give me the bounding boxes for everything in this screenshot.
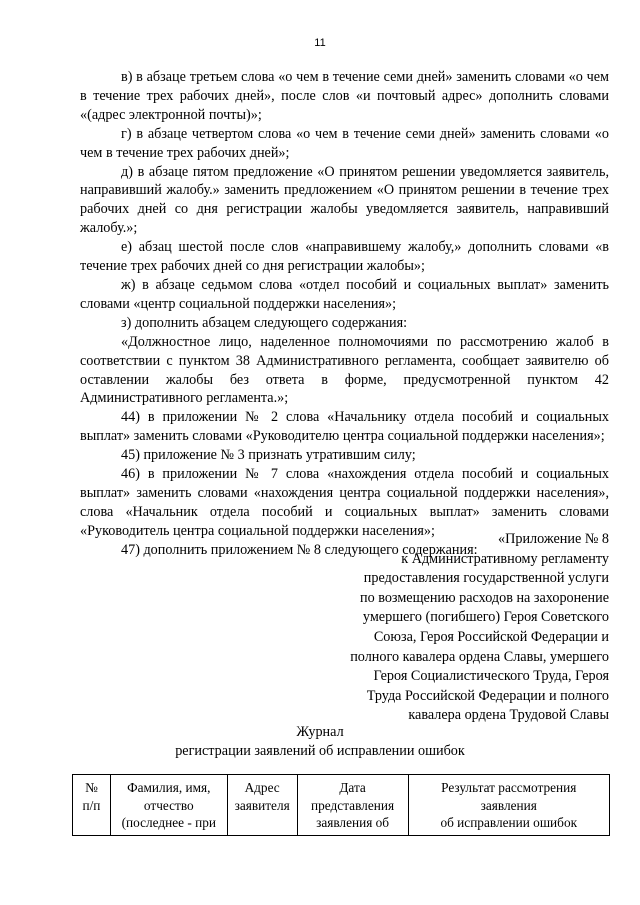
appendix-header-line: Союза, Героя Российской Федерации и (373, 628, 609, 645)
appendix-header-line: предоставления государственной услуги (363, 570, 609, 587)
cell-line: заявления об (316, 815, 390, 830)
table-header-row (73, 775, 610, 836)
journal-title: Журнал (296, 724, 344, 740)
paragraph-g: г) в абзаце четвертом слова «о чем в течение семи дней» заменить словами «о чем в течение трех рабочих дней»; (80, 125, 609, 161)
column-header-label (114, 779, 224, 832)
appendix-header-line: к Административному регламенту (401, 550, 609, 567)
journal-heading (0, 723, 640, 761)
column-header-result (408, 775, 609, 836)
column-header-full-name (110, 775, 227, 836)
appendix-header-line: «Приложение № 8 (498, 531, 609, 547)
cell-line: п/п (82, 797, 101, 813)
column-header-label (301, 779, 405, 832)
appendix-header-line: Героя Социалистического Труда, Героя (373, 668, 609, 685)
column-header-address (227, 775, 297, 836)
appendix-header-line: умершего (погибшего) Героя Советского (362, 609, 609, 626)
appendix-header-line: по возмещению расходов на захоронение (360, 589, 609, 606)
cell-line: № (85, 780, 98, 795)
paragraph-e: е) абзац шестой после слов «направившему жалобу,» дополнить словами «в течение трех рабочих дней со дня регистрации жалобы»; (80, 239, 609, 275)
paragraph-45: 45) приложение № 3 признать утратившим силу; (121, 447, 416, 464)
appendix-header-line: Труда Российской Федерации и полного (366, 687, 609, 704)
paragraph-quote: «Должностное лицо, наделенное полномочиями по рассмотрению жалоб в соответствии с пунктом 38 Административного регламента, сообщает заявителю об оставлении жалобы без ответа в форме, предусмотренной пунктом 42 Административного регламента.»; (80, 333, 609, 407)
cell-line: заявления (480, 797, 537, 813)
paragraph-z: з) дополнить абзацем следующего содержания: (121, 314, 408, 331)
paragraph-zh: ж) в абзаце седьмом слова «отдел пособий и социальных выплат» заменить словами «центр социальной поддержки населения»; (80, 276, 609, 312)
cell-line: Результат рассмотрения (441, 780, 577, 795)
cell-line: заявителя (234, 797, 290, 813)
cell-line: Фамилия, имя, (127, 780, 211, 795)
amendment-text (80, 68, 609, 560)
paragraph-46: 46) в приложении № 7 слова «нахождения отдела пособий и социальных выплат» заменить словами «нахождения центра социальной поддержки населения», слова «Начальник отдела пособий и социальных выплат» заменить словами «Руководитель центра социальной поддержки населения»; (80, 466, 609, 539)
paragraph-v: в) в абзаце третьем слова «о чем в течение семи дней» заменить словами «о чем в течение трех рабочих дней», после слов «и почтовый адрес» дополнить словами «(адрес электронной почты)»; (80, 69, 609, 123)
paragraph-d: д) в абзаце пятом предложение «О принятом решении уведомляется заявитель, направивший жалобу.» заменить предложением «О принятом решении в течение трех рабочих дней со дня регистрации жалобы уведомляется заявитель, направивший жалобу.»; (80, 163, 609, 237)
appendix-header-line: кавалера ордена Трудовой Славы (408, 707, 609, 724)
paragraph-44: 44) в приложении № 2 слова «Начальнику отдела пособий и социальных выплат» заменить словами «Руководителю центра социальной поддержки населения»; (80, 409, 609, 445)
column-header-number (73, 775, 111, 836)
appendix-header-line: полного кавалера ордена Славы, умершего (350, 648, 609, 665)
cell-line: Адрес (244, 780, 280, 795)
paragraph-47: 47) дополнить приложением № 8 следующего содержания: (121, 541, 478, 558)
cell-line: Дата (339, 780, 366, 795)
column-header-label (412, 779, 606, 832)
column-header-label (76, 779, 107, 814)
cell-line: представления (311, 797, 395, 813)
journal-table (72, 774, 610, 836)
page-number: 11 (314, 37, 326, 49)
cell-line: об исправлении ошибок (440, 815, 578, 830)
column-header-date (297, 775, 408, 836)
journal-subtitle: регистрации заявлений об исправлении ошибок (175, 743, 465, 759)
cell-line: (последнее - при (121, 815, 216, 830)
appendix-header (350, 530, 609, 726)
column-header-label (231, 779, 294, 814)
cell-line: отчество (143, 797, 194, 813)
